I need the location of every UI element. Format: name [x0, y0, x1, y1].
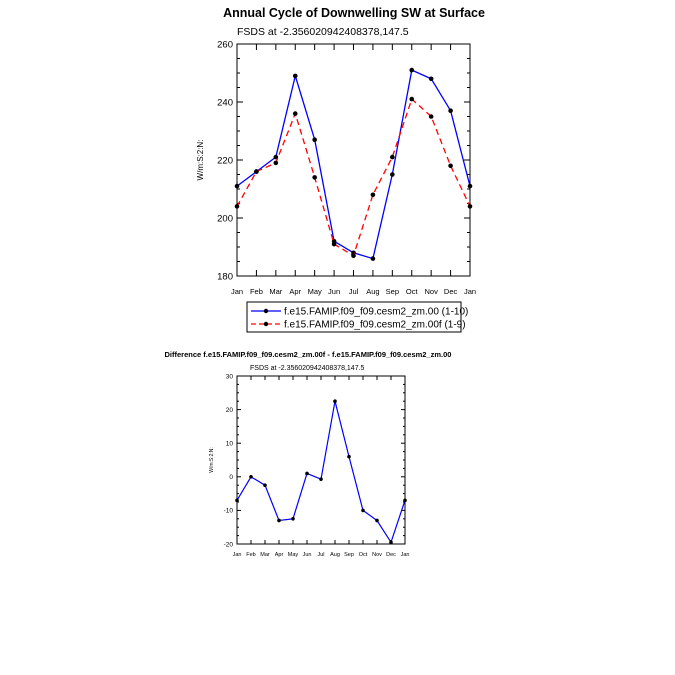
data-point: [351, 253, 356, 258]
legend-entry-label: f.e15.FAMIP.f09_f09.cesm2_zm.00 (1-10): [284, 306, 469, 318]
data-point: [409, 68, 414, 73]
x-tick-label: Jan: [400, 552, 410, 558]
x-tick-label: Jul: [348, 287, 359, 296]
series-line-1: [237, 70, 470, 259]
data-point: [390, 155, 395, 160]
data-point: [448, 108, 453, 113]
data-point: [235, 184, 240, 189]
y-tick-label: 220: [217, 155, 233, 167]
data-point: [448, 164, 453, 169]
chart-1: [196, 6, 485, 332]
data-point: [293, 74, 298, 79]
data-point: [312, 137, 317, 142]
chart-title: Difference f.e15.FAMIP.f09_f09.cesm2_zm.00f - f.e15.FAMIP.f09_f09.cesm2_zm.00: [164, 350, 452, 359]
x-tick-label: Dec: [443, 287, 458, 296]
series-line-1: [237, 401, 405, 542]
data-point: [390, 172, 395, 177]
x-tick-label: Mar: [269, 287, 283, 296]
y-axis-label: W/m:S:2:N:: [209, 447, 215, 473]
x-tick-label: Sep: [385, 287, 400, 296]
plot-frame: [237, 376, 405, 544]
x-tick-label: Jul: [317, 552, 325, 558]
data-point: [333, 399, 337, 403]
data-point: [403, 499, 407, 503]
x-tick-label: Apr: [274, 552, 284, 558]
y-tick-label: 260: [217, 39, 233, 51]
data-point: [312, 175, 317, 180]
x-tick-label: May: [287, 552, 299, 558]
x-tick-label: Nov: [424, 287, 438, 296]
x-tick-label: Dec: [386, 552, 396, 558]
data-point: [305, 472, 309, 476]
x-tick-label: Apr: [289, 287, 302, 296]
x-tick-label: Oct: [405, 287, 418, 296]
x-tick-label: Nov: [372, 552, 382, 558]
data-point: [429, 77, 434, 82]
y-tick-label: -10: [223, 507, 233, 515]
y-tick-label: 180: [217, 271, 233, 283]
legend-swatch-marker: [264, 322, 268, 326]
data-point: [319, 477, 323, 481]
data-point: [254, 169, 259, 174]
y-tick-label: 200: [217, 213, 233, 225]
y-tick-label: 0: [229, 474, 233, 482]
data-point: [274, 161, 279, 166]
chart-subtitle: FSDS at -2.356020942408378,147.5: [250, 365, 365, 372]
x-tick-label: Feb: [246, 552, 256, 558]
y-tick-label: 30: [225, 373, 233, 381]
data-point: [371, 256, 376, 261]
data-point: [235, 204, 240, 209]
data-point: [332, 242, 337, 247]
x-tick-label: Jan: [230, 287, 244, 296]
data-point: [347, 455, 351, 459]
legend-entry-label: f.e15.FAMIP.f09_f09.cesm2_zm.00f (1-9): [284, 319, 466, 331]
x-tick-label: Mar: [260, 552, 270, 558]
chart-title: Annual Cycle of Downwelling SW at Surface: [223, 6, 485, 20]
data-point: [375, 519, 379, 523]
data-point: [235, 499, 239, 503]
y-axis-label: W/m:S:2:N:: [196, 139, 205, 181]
data-point: [468, 184, 473, 189]
x-tick-label: Jun: [302, 552, 312, 558]
data-point: [263, 483, 267, 487]
x-tick-label: Aug: [330, 552, 340, 558]
y-tick-label: 10: [225, 440, 233, 448]
data-point: [389, 541, 393, 545]
x-tick-label: Jan: [232, 552, 242, 558]
data-point: [277, 519, 281, 523]
data-point: [409, 97, 414, 102]
data-point: [429, 114, 434, 119]
x-tick-label: Sep: [344, 552, 354, 558]
x-tick-label: Aug: [366, 287, 380, 296]
legend-swatch-marker: [264, 309, 268, 313]
chart-subtitle: FSDS at -2.356020942408378,147.5: [237, 26, 409, 38]
data-point: [293, 111, 298, 116]
data-point: [249, 475, 253, 479]
data-point: [371, 193, 376, 198]
chart-2: [165, 350, 452, 558]
y-tick-label: 20: [225, 406, 233, 414]
x-tick-label: Jan: [463, 287, 477, 296]
y-tick-label: 240: [217, 97, 233, 109]
x-tick-label: Feb: [249, 287, 263, 296]
x-tick-label: Jun: [328, 287, 341, 296]
data-point: [361, 509, 365, 513]
data-point: [468, 204, 473, 209]
x-tick-label: Oct: [358, 552, 368, 558]
y-tick-label: -20: [223, 541, 233, 549]
x-tick-label: May: [307, 287, 322, 296]
series-line-2: [237, 99, 470, 256]
data-point: [291, 517, 295, 521]
